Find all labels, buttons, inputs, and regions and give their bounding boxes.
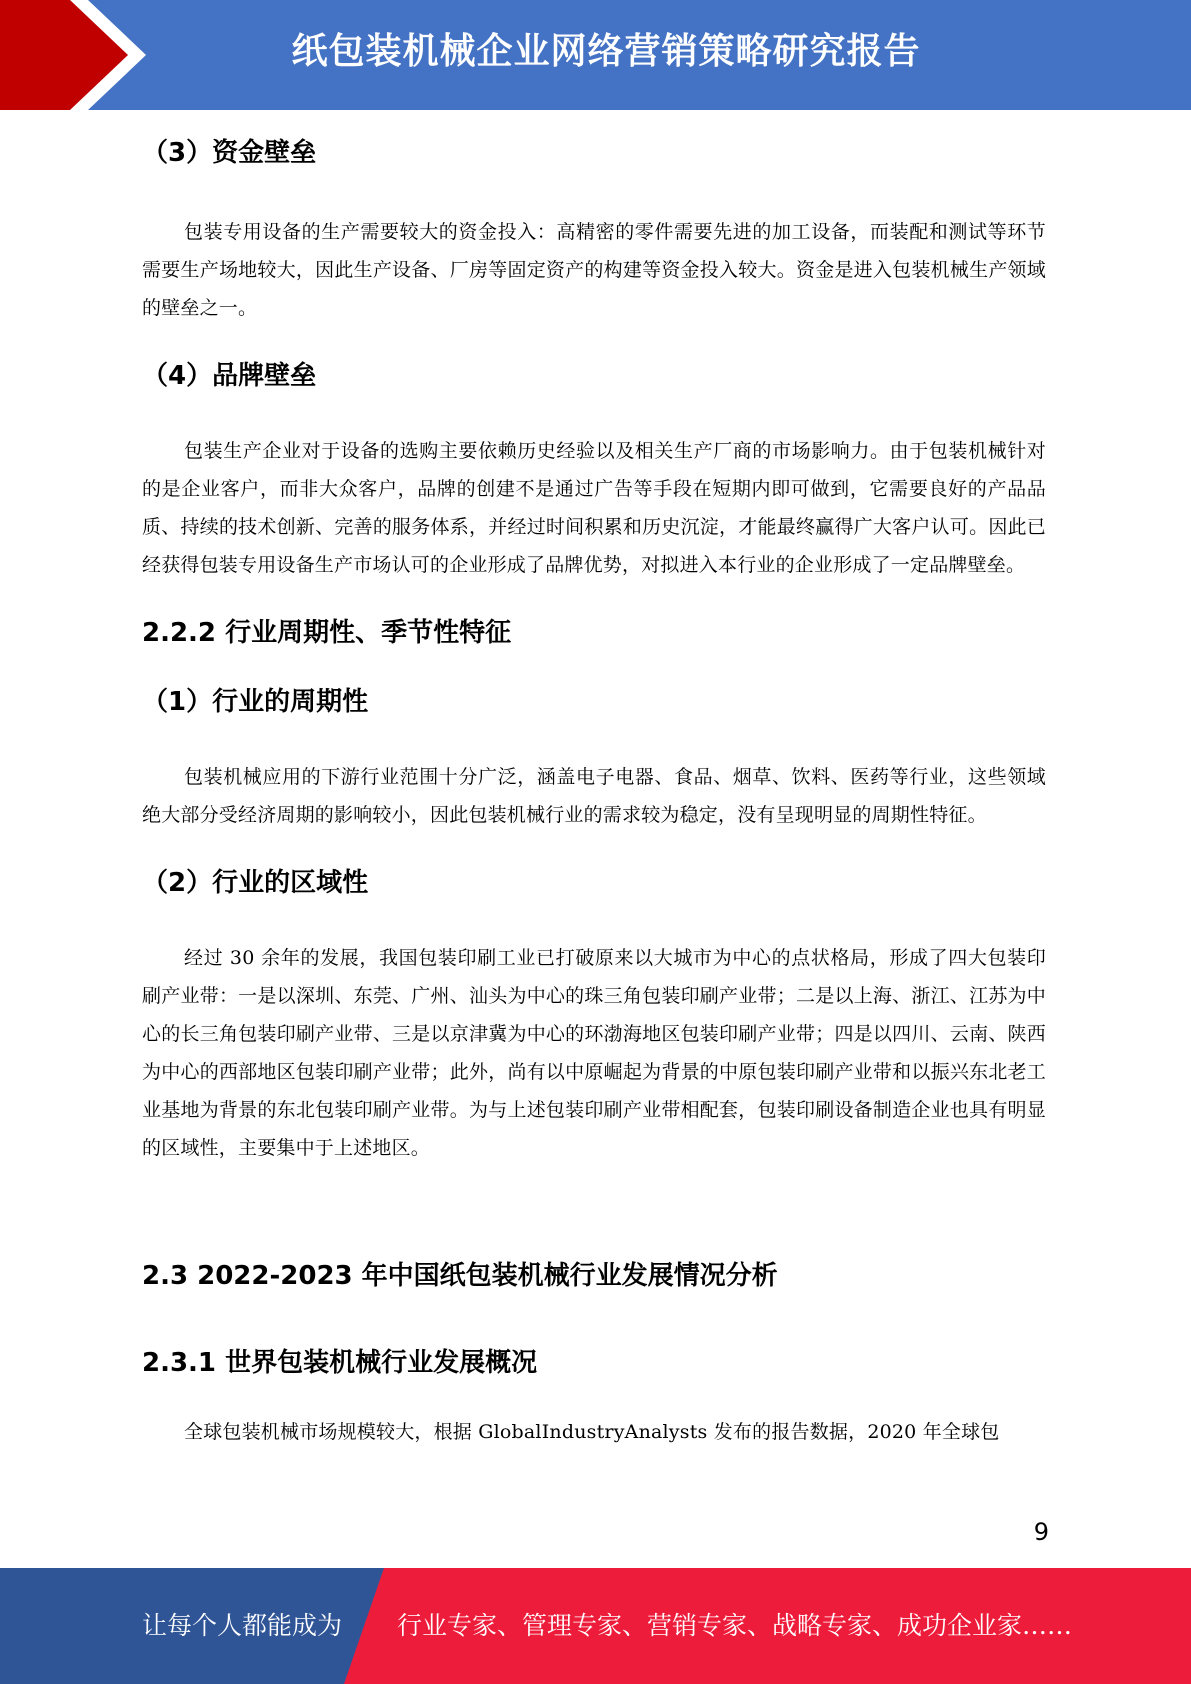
heading-2-3-1: 2.3.1 世界包装机械行业发展概况 xyxy=(142,1348,538,1378)
heading-regionality: （2）行业的区域性 xyxy=(142,868,369,898)
footer-slogan-right: 行业专家、管理专家、营销专家、战略专家、成功企业家…… xyxy=(397,1611,1073,1640)
paragraph-capital-barrier: 包装专用设备的生产需要较大的资金投入：高精密的零件需要先进的加工设备，而装配和测试等环节需要生产场地较大，因此生产设备、厂房等固定资产的构建等资金投入较大。资金是进入包装机械生产领域的壁垒之一。 xyxy=(142,221,1046,319)
heading-2-3: 2.3 2022-2023 年中国纸包装机械行业发展情况分析 xyxy=(142,1261,778,1291)
heading-cyclicality: （1）行业的周期性 xyxy=(142,687,369,717)
page-number: 9 xyxy=(1033,1518,1049,1546)
footer-slogan-left: 让每个人都能成为 xyxy=(142,1611,343,1640)
heading-capital-barrier: （3）资金壁垒 xyxy=(142,138,317,168)
report-title: 纸包装机械企业网络营销策略研究报告 xyxy=(291,31,921,72)
paragraph-2-3-1: 全球包装机械市场规模较大，根据 GlobalIndustryAnalysts 发布的报告数据，2020 年全球包 xyxy=(184,1421,1000,1443)
paragraph-cyclicality: 包装机械应用的下游行业范围十分广泛，涵盖电子电器、食品、烟草、饮料、医药等行业，这些领域绝大部分受经济周期的影响较小，因此包装机械行业的需求较为稳定，没有呈现明显的周期性特征。 xyxy=(142,766,1046,826)
header-chevron-decoration xyxy=(0,0,150,110)
page-content xyxy=(142,126,1046,1451)
header-banner xyxy=(0,0,1191,110)
heading-2-2-2: 2.2.2 行业周期性、季节性特征 xyxy=(142,618,512,648)
paragraph-regionality: 经过 30 余年的发展，我国包装印刷工业已打破原来以大城市为中心的点状格局，形成了四大包装印刷产业带：一是以深圳、东莞、广州、汕头为中心的珠三角包装印刷产业带；二是以上海、浙江、江苏为中心的长三角包装印刷产业带、三是以京津冀为中心的环渤海地区包装印刷产业带；四是以四川、云南、陕西为中心的西部地区包装印刷产业带；此外，尚有以中原崛起为背景的中原包装印刷产业带和以振兴东北老工业基地为背景的东北包装印刷产业带。为与上述包装印刷产业带相配套，包装印刷设备制造企业也具有明显的区域性，主要集中于上述地区。 xyxy=(142,947,1046,1159)
paragraph-brand-barrier: 包装生产企业对于设备的选购主要依赖历史经验以及相关生产厂商的市场影响力。由于包装机械针对的是企业客户，而非大众客户，品牌的创建不是通过广告等手段在短期内即可做到，它需要良好的产品品质、持续的技术创新、完善的服务体系，并经过时间积累和历史沉淀，才能最终赢得广大客户认可。因此已经获得包装专用设备生产市场认可的企业形成了品牌优势，对拟进入本行业的企业形成了一定品牌壁垒。 xyxy=(142,440,1046,576)
footer-banner xyxy=(0,1568,1191,1684)
heading-brand-barrier: （4）品牌壁垒 xyxy=(142,361,317,391)
